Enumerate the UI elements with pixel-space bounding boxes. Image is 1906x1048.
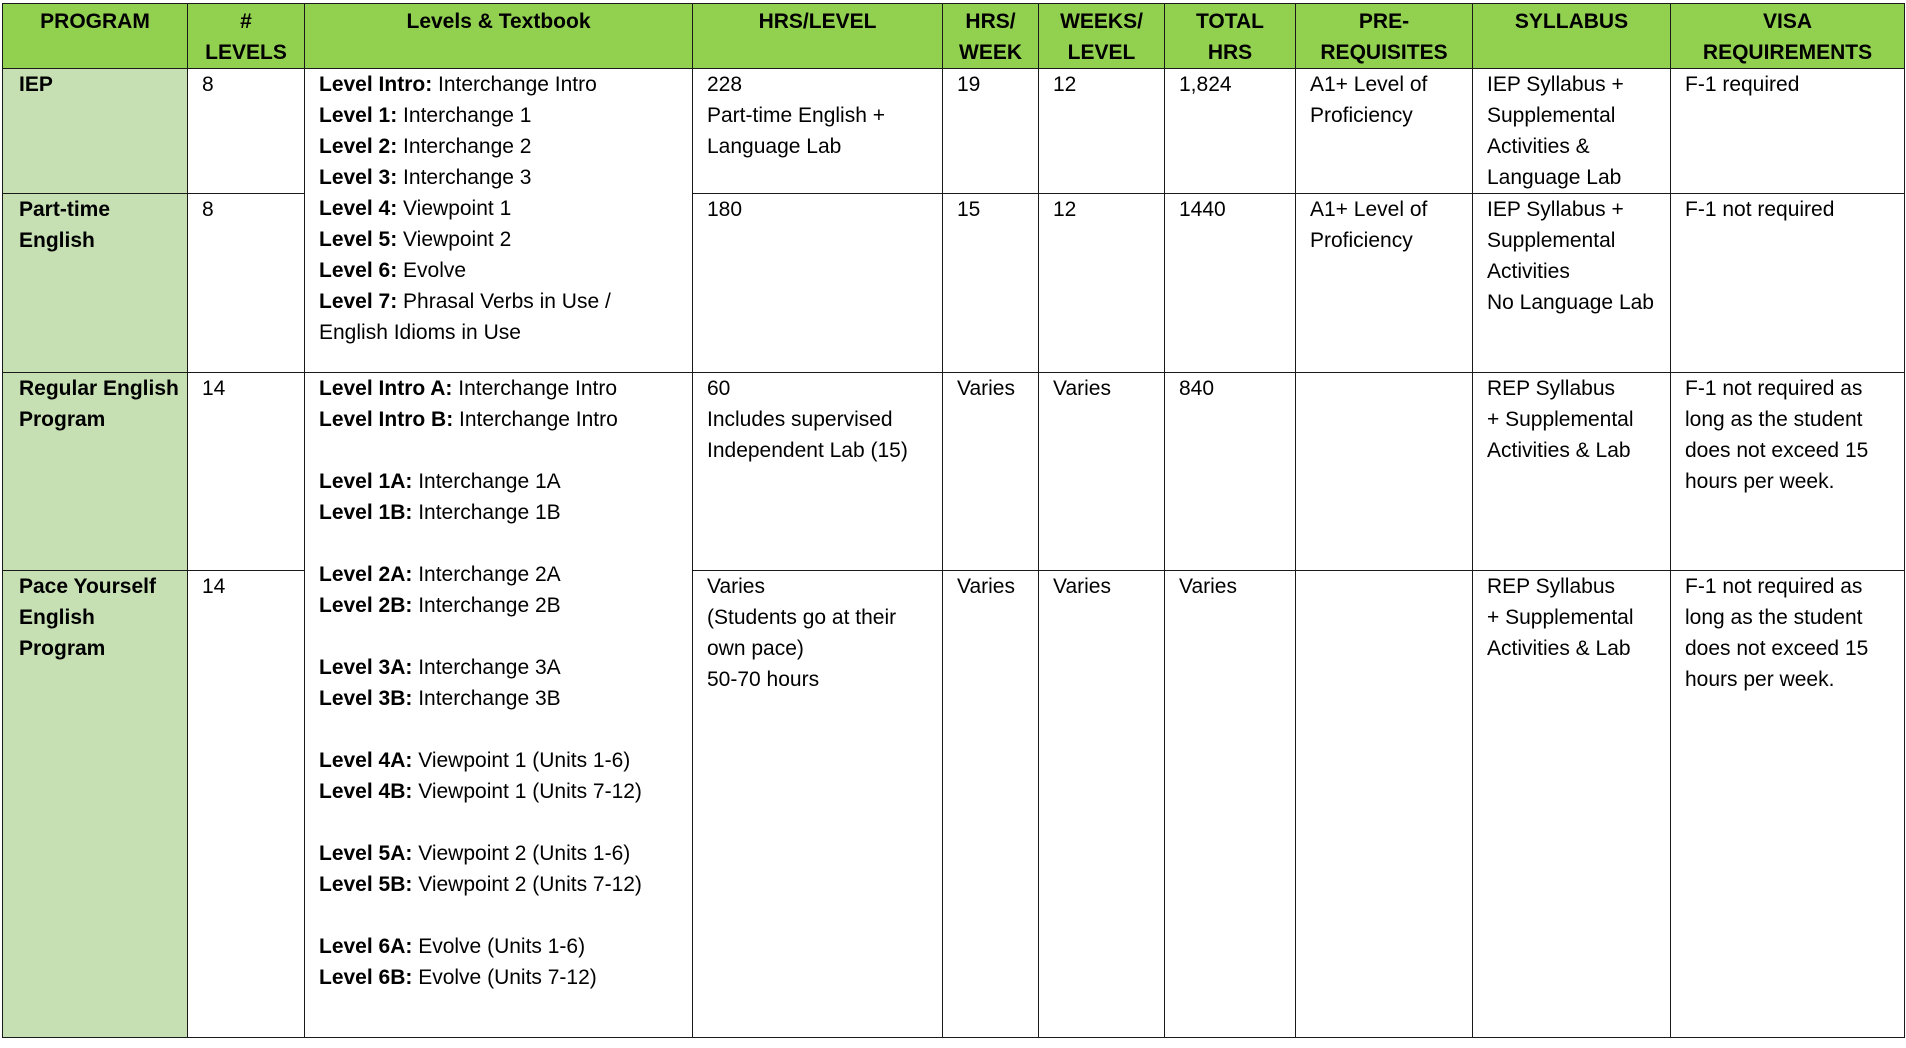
level-label: Level 5B:	[319, 873, 413, 896]
visa-cell	[1671, 571, 1905, 1038]
textbook-name: Evolve (Units 1-6)	[412, 935, 586, 958]
program-name-cell	[3, 373, 188, 571]
textbook-name: Interchange 1B	[412, 501, 561, 524]
level-line	[319, 745, 680, 776]
level-line	[319, 162, 680, 193]
level-label: Level 3B:	[319, 687, 413, 710]
level-line	[319, 962, 680, 993]
level-label: Level Intro A:	[319, 377, 453, 400]
textbook-name: Evolve (Units 7-12)	[412, 966, 597, 989]
header-text: HRS	[1207, 41, 1253, 64]
spacer	[319, 807, 680, 838]
header-text: #	[240, 10, 252, 33]
syllabus-cell	[1473, 69, 1671, 194]
hrs-week-cell	[943, 373, 1039, 571]
syllabus-value: IEP Syllabus + Supplemental Activities	[1487, 198, 1624, 283]
program-comparison-table	[2, 3, 1905, 1038]
textbook-name: Interchange 2	[397, 135, 532, 158]
levels-textbook-cell	[305, 373, 693, 1038]
weeks-level-value: Varies	[1053, 377, 1111, 400]
hrs-level-value: Varies	[707, 575, 765, 598]
header-hrs-level	[693, 4, 943, 69]
level-label: Level 6:	[319, 259, 398, 282]
level-line	[319, 373, 680, 404]
level-label: Level 1A:	[319, 470, 413, 493]
levels-count-cell	[188, 373, 305, 571]
program-name: Regular English Program	[19, 377, 179, 431]
textbook-name: Viewpoint 2	[397, 228, 512, 251]
level-label: Level 2B:	[319, 594, 413, 617]
hrs-level-cell	[693, 69, 943, 194]
hrs-week-cell	[943, 194, 1039, 373]
program-name-cell	[3, 69, 188, 194]
header-levels-textbook	[305, 4, 693, 69]
levels-count: 14	[202, 575, 226, 598]
levels-count: 14	[202, 377, 226, 400]
total-hrs-value: 1440	[1179, 198, 1226, 221]
weeks-level-cell	[1039, 373, 1165, 571]
header-text: WEEKS/	[1060, 10, 1143, 33]
level-line	[319, 100, 680, 131]
textbook-name: Interchange 1	[397, 104, 532, 127]
level-label: Level 4:	[319, 197, 398, 220]
program-name-cell	[3, 194, 188, 373]
prerequisites-value: A1+ Level of Proficiency	[1310, 73, 1428, 127]
hrs-level-note: Part-time English + Language Lab	[707, 104, 885, 158]
total-hrs-value: 1,824	[1179, 73, 1232, 96]
spacer	[319, 528, 680, 559]
program-name: Part-time English	[19, 198, 111, 252]
level-line	[319, 497, 680, 528]
visa-value: F-1 not required as long as the student does not exceed 15 hours per week.	[1685, 575, 1869, 691]
level-line	[319, 776, 680, 807]
header-total-hrs	[1165, 4, 1296, 69]
textbook-name: Viewpoint 1 (Units 7-12)	[412, 780, 642, 803]
textbook-name: Interchange 3B	[412, 687, 561, 710]
hrs-level-range: 50-70 hours	[707, 668, 820, 691]
weeks-level-value: 12	[1053, 73, 1077, 96]
table-row	[3, 373, 1905, 571]
level-line	[319, 869, 680, 900]
hrs-level-note: Includes supervised Independent Lab (15)	[707, 408, 908, 462]
prerequisites-cell	[1296, 69, 1473, 194]
spacer	[319, 714, 680, 745]
header-text: HRS/LEVEL	[758, 10, 877, 33]
syllabus-value: REP Syllabus	[1487, 377, 1616, 400]
textbook-name: Viewpoint 2 (Units 7-12)	[412, 873, 642, 896]
total-hrs-cell	[1165, 194, 1296, 373]
level-line	[319, 683, 680, 714]
header-levels	[188, 4, 305, 69]
header-text: PROGRAM	[40, 10, 150, 33]
prerequisites-cell	[1296, 373, 1473, 571]
header-text: LEVEL	[1067, 41, 1136, 64]
spacer	[319, 621, 680, 652]
header-text: WEEK	[959, 41, 1022, 64]
table-row	[3, 69, 1905, 194]
header-text: Levels & Textbook	[406, 10, 591, 33]
level-line	[319, 193, 680, 224]
weeks-level-cell	[1039, 194, 1165, 373]
textbook-name: Phrasal Verbs in Use / English Idioms in Use	[319, 290, 611, 344]
header-program	[3, 4, 188, 69]
level-label: Level 6B:	[319, 966, 413, 989]
prerequisites-cell	[1296, 194, 1473, 373]
weeks-level-cell	[1039, 571, 1165, 1038]
levels-count: 8	[202, 198, 214, 221]
level-label: Level 5A:	[319, 842, 413, 865]
header-visa	[1671, 4, 1905, 69]
level-line	[319, 404, 680, 435]
textbook-name: Interchange Intro	[432, 73, 597, 96]
hrs-level-cell	[693, 194, 943, 373]
levels-count-cell	[188, 69, 305, 194]
total-hrs-cell	[1165, 373, 1296, 571]
total-hrs-cell	[1165, 69, 1296, 194]
total-hrs-value: 840	[1179, 377, 1215, 400]
spacer	[319, 435, 680, 466]
hrs-week-cell	[943, 571, 1039, 1038]
syllabus-cell	[1473, 571, 1671, 1038]
level-label: Level 6A:	[319, 935, 413, 958]
syllabus-note: + Supplemental Activities & Lab	[1487, 606, 1634, 660]
header-hrs-week	[943, 4, 1039, 69]
prerequisites-cell	[1296, 571, 1473, 1038]
syllabus-note: + Supplemental Activities & Lab	[1487, 408, 1634, 462]
syllabus-value: IEP Syllabus + Supplemental Activities & Language Lab	[1487, 73, 1624, 189]
header-text: LEVELS	[205, 41, 287, 64]
weeks-level-value: Varies	[1053, 575, 1111, 598]
level-label: Level Intro B:	[319, 408, 454, 431]
hrs-level-note: (Students go at their own pace)	[707, 606, 897, 660]
hrs-week-value: 19	[957, 73, 981, 96]
level-line	[319, 224, 680, 255]
hrs-week-value: Varies	[957, 377, 1015, 400]
weeks-level-cell	[1039, 69, 1165, 194]
hrs-week-value: Varies	[957, 575, 1015, 598]
level-label: Level 4A:	[319, 749, 413, 772]
level-line	[319, 466, 680, 497]
level-label: Level 4B:	[319, 780, 413, 803]
textbook-name: Interchange 2A	[412, 563, 561, 586]
header-text: VISA	[1762, 10, 1812, 33]
syllabus-value: REP Syllabus	[1487, 575, 1616, 598]
header-prerequisites	[1296, 4, 1473, 69]
level-line	[319, 559, 680, 590]
program-name: IEP	[19, 73, 53, 96]
level-label: Level 1:	[319, 104, 398, 127]
table-row	[3, 571, 1905, 1038]
header-weeks-level	[1039, 4, 1165, 69]
levels-count-cell	[188, 571, 305, 1038]
header-text: REQUIREMENTS	[1702, 41, 1873, 64]
level-line	[319, 590, 680, 621]
hrs-level-value: 180	[707, 198, 743, 221]
level-label: Level 2:	[319, 135, 398, 158]
visa-cell	[1671, 373, 1905, 571]
hrs-level-cell	[693, 571, 943, 1038]
level-label: Level 7:	[319, 290, 398, 313]
textbook-name: Interchange 2B	[412, 594, 561, 617]
visa-value: F-1 not required	[1685, 198, 1835, 221]
textbook-name: Viewpoint 2 (Units 1-6)	[412, 842, 631, 865]
hrs-level-value: 60	[707, 377, 731, 400]
level-line	[319, 838, 680, 869]
level-label: Level 5:	[319, 228, 398, 251]
level-line	[319, 69, 680, 100]
level-label: Level 1B:	[319, 501, 413, 524]
visa-cell	[1671, 194, 1905, 373]
weeks-level-value: 12	[1053, 198, 1077, 221]
textbook-name: Interchange 3	[397, 166, 532, 189]
header-syllabus	[1473, 4, 1671, 69]
level-label: Level Intro:	[319, 73, 433, 96]
program-name: Pace Yourself English Program	[19, 575, 156, 660]
level-line	[319, 286, 680, 348]
total-hrs-cell	[1165, 571, 1296, 1038]
hrs-level-value: 228	[707, 73, 743, 96]
level-line	[319, 131, 680, 162]
program-name-cell	[3, 571, 188, 1038]
header-text: HRS/	[965, 10, 1016, 33]
spacer	[319, 900, 680, 931]
table-row	[3, 194, 1905, 373]
header-text: PRE-	[1358, 10, 1410, 33]
header-text: TOTAL	[1195, 10, 1265, 33]
total-hrs-value: Varies	[1179, 575, 1237, 598]
hrs-level-cell	[693, 373, 943, 571]
textbook-name: Interchange Intro	[453, 408, 618, 431]
level-line	[319, 652, 680, 683]
textbook-name: Interchange 1A	[412, 470, 561, 493]
visa-value: F-1 required	[1685, 73, 1800, 96]
visa-cell	[1671, 69, 1905, 194]
level-label: Level 3A:	[319, 656, 413, 679]
level-label: Level 2A:	[319, 563, 413, 586]
textbook-name: Evolve	[397, 259, 467, 282]
visa-value: F-1 not required as long as the student does not exceed 15 hours per week.	[1685, 377, 1869, 493]
header-row	[3, 4, 1905, 69]
header-text: SYLLABUS	[1514, 10, 1629, 33]
levels-count: 8	[202, 73, 214, 96]
level-line	[319, 931, 680, 962]
hrs-week-value: 15	[957, 198, 981, 221]
levels-textbook-cell	[305, 69, 693, 373]
level-label: Level 3:	[319, 166, 398, 189]
hrs-week-cell	[943, 69, 1039, 194]
syllabus-cell	[1473, 194, 1671, 373]
syllabus-note: No Language Lab	[1487, 291, 1654, 314]
textbook-name: Interchange 3A	[412, 656, 561, 679]
textbook-name: Viewpoint 1	[397, 197, 512, 220]
textbook-name: Interchange Intro	[452, 377, 618, 400]
prerequisites-value: A1+ Level of Proficiency	[1310, 198, 1428, 252]
levels-count-cell	[188, 194, 305, 373]
syllabus-cell	[1473, 373, 1671, 571]
header-text: REQUISITES	[1320, 41, 1448, 64]
level-line	[319, 255, 680, 286]
textbook-name: Viewpoint 1 (Units 1-6)	[412, 749, 631, 772]
